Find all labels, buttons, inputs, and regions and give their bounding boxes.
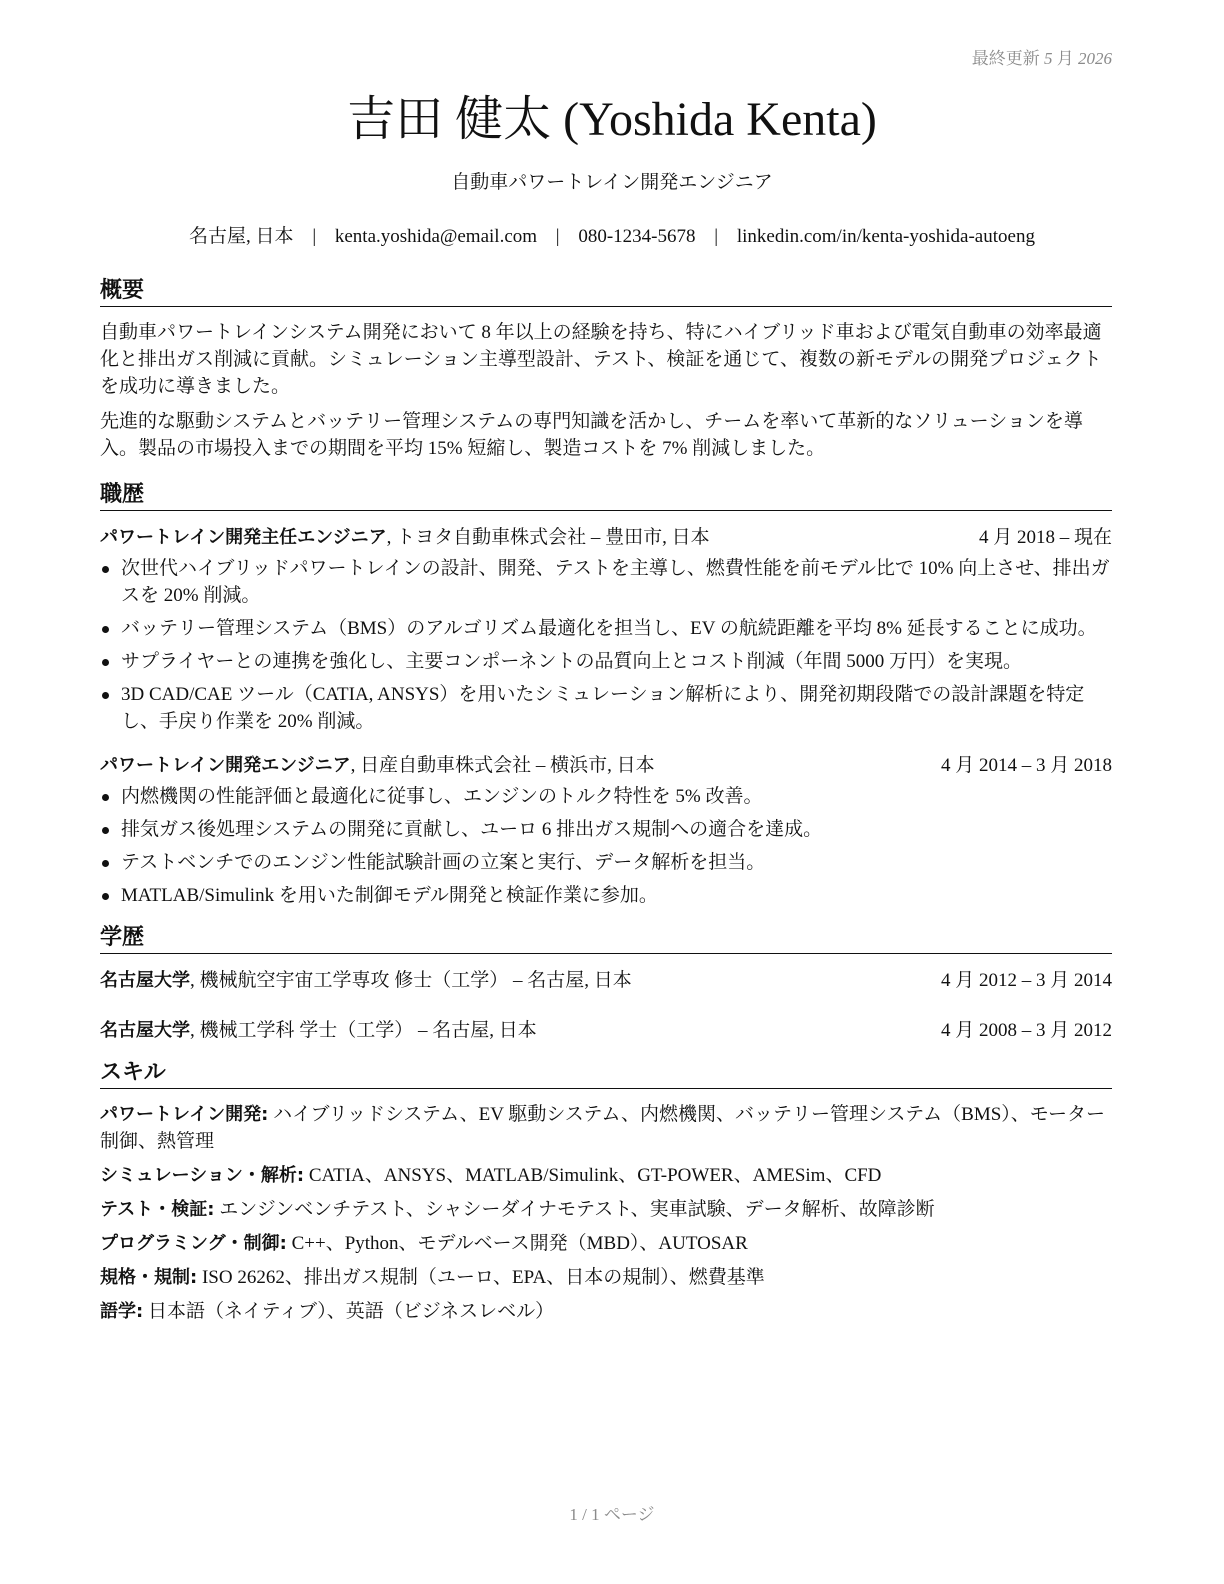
contact-email[interactable]: kenta.yoshida@email.com [334,226,538,247]
job-bullets [100,783,1112,909]
job-header [100,753,1112,779]
last-updated-year: 2026 [1078,49,1112,68]
skill-label: 語学: [100,1301,144,1322]
summary-heading: 概要 [100,276,1112,307]
education-line [100,1018,537,1044]
job-title: 自動車パワートレイン開発エンジニア [451,172,773,193]
skill-item [100,1162,1112,1189]
education-heading: 学歴 [100,923,1112,954]
skill-value: C++、Python、モデルベース開発（MBD）、AUTOSAR [286,1233,748,1254]
summary-paragraph: 先進的な駆動システムとバッテリー管理システムの専門知識を活かし、チームを率いて革新的なソリューションを導入。製品の市場投入までの期間を平均 15% 短縮し、製造コストを 7% 削減しました。 [100,411,1083,459]
list-item: 次世代ハイブリッドパワートレインの設計、開発、テストを主導し、燃費性能を前モデル比で 10% 向上させ、排出ガスを 20% 削減。 [100,555,1112,609]
job-dates: 4 月 2018 – 現在 [978,527,1112,548]
skills-heading: スキル [100,1058,1112,1089]
contact-phone: 080-1234-5678 [578,226,696,247]
resume-body [100,276,1112,1332]
skill-value: 日本語（ネイティブ）、英語（ビジネスレベル） [143,1301,555,1322]
job-org: , 日産自動車株式会社 – 横浜市, 日本 [350,755,655,776]
skill-value: ハイブリッドシステム、EV 駆動システム、内燃機関、バッテリー管理システム（BMS）、モーター制御、熱管理 [100,1104,1106,1152]
experience-heading: 職歴 [100,480,1112,511]
skill-value: ISO 26262、排出ガス規制（ユーロ、EPA、日本の規制）、燃費基準 [197,1267,765,1288]
skill-value: CATIA、ANSYS、MATLAB/Simulink、GT-POWER、AMESim、CFD [304,1165,882,1186]
last-updated [972,44,1112,69]
skill-item [100,1196,1112,1223]
job-entry [100,753,1112,909]
education-detail: , 機械航空宇宙工学専攻 修士（工学） – 名古屋, 日本 [190,970,632,991]
education-dates: 4 月 2008 – 3 月 2012 [940,1020,1112,1041]
skill-item [100,1101,1112,1155]
skill-label: テスト・検証: [100,1199,215,1220]
job-entry [100,525,1112,735]
last-updated-month: 5 [1044,49,1053,68]
skills-list [100,1101,1112,1325]
list-item: 内燃機関の性能評価と最適化に従事し、エンジンのトルク特性を 5% 改善。 [100,783,1112,810]
education-entry [100,968,1112,994]
contact-location: 名古屋, 日本 [189,226,294,247]
skill-item [100,1298,1112,1325]
job-dates: 4 月 2014 – 3 月 2018 [940,755,1112,776]
job-role: パワートレイン開発主任エンジニア [100,527,387,548]
last-updated-label: 最終更新 [971,49,1040,68]
skill-label: シミュレーション・解析: [100,1165,305,1186]
skill-label: 規格・規制: [100,1267,198,1288]
contact-separator: | [714,226,719,247]
last-updated-month-unit: 月 [1056,49,1074,68]
education-school: 名古屋大学 [100,970,190,991]
list-item: 排気ガス後処理システムの開発に貢献し、ユーロ 6 排出ガス規制への適合を達成。 [100,816,1112,843]
list-item: テストベンチでのエンジン性能試験計画の立案と実行、データ解析を担当。 [100,849,1112,876]
education-entry [100,1018,1112,1044]
skill-item [100,1230,1112,1257]
summary-paragraph: 自動車パワートレインシステム開発において 8 年以上の経験を持ち、特にハイブリッド車および電気自動車の効率最適化と排出ガス削減に貢献。シミュレーション主導型設計、テスト、検証を通じて、複数の新モデルの開発プロジェクトを成功に導きました。 [100,322,1102,397]
education-detail: , 機械工学科 学士（工学） – 名古屋, 日本 [190,1020,537,1041]
contact-linkedin[interactable]: linkedin.com/in/kenta-yoshida-autoeng [736,226,1035,247]
list-item: 3D CAD/CAE ツール（CATIA, ANSYS）を用いたシミュレーション解析により、開発初期段階での設計課題を特定し、手戻り作業を 20% 削減。 [100,681,1112,735]
job-role-line [100,525,710,551]
list-item: サプライヤーとの連携を強化し、主要コンポーネントの品質向上とコスト削減（年間 5000 万円）を実現。 [100,648,1112,675]
education-line [100,968,632,994]
skill-label: パワートレイン開発: [100,1104,269,1125]
candidate-name: 吉田 健太 (Yoshida Kenta) [347,93,877,146]
skill-label: プログラミング・制御: [100,1233,287,1254]
skill-item [100,1264,1112,1291]
contact-separator: | [555,226,560,247]
education-dates: 4 月 2012 – 3 月 2014 [940,970,1112,991]
job-role: パワートレイン開発エンジニア [100,755,351,776]
job-role-line [100,753,655,779]
page-number: 1 / 1 ページ [569,1505,655,1524]
list-item: バッテリー管理システム（BMS）のアルゴリズム最適化を担当し、EV の航続距離を平均 8% 延長することに成功。 [100,615,1112,642]
list-item: MATLAB/Simulink を用いた制御モデル開発と検証作業に参加。 [100,882,1112,909]
contact-line [0,224,1224,250]
education-school: 名古屋大学 [100,1020,190,1041]
job-org: , トヨタ自動車株式会社 – 豊田市, 日本 [386,527,710,548]
job-bullets [100,555,1112,735]
job-header [100,525,1112,551]
contact-separator: | [312,226,317,247]
skill-value: エンジンベンチテスト、シャシーダイナモテスト、実車試験、データ解析、故障診断 [214,1199,935,1220]
